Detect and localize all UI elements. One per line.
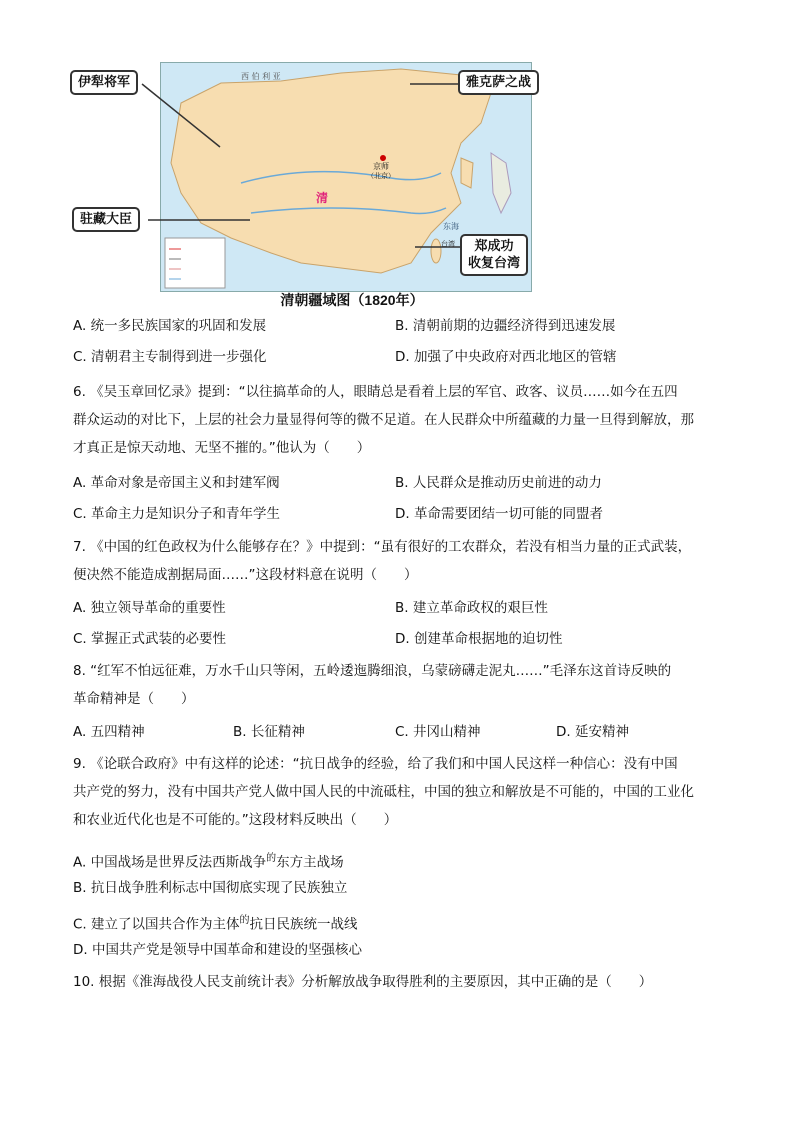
callout-zheng-line2: 收复台湾 <box>468 256 521 271</box>
q9-option-b: B. 抗日战争胜利标志中国彻底实现了民族独立 <box>73 880 348 896</box>
q7-line2: 便决然不能造成割据局面……”这段材料意在说明（ ） <box>73 567 418 583</box>
q7-line1: 7. 《中国的红色政权为什么能够存在？》中提到：“虽有很好的工农群众，若没有相当力量的正式武装， <box>73 539 692 555</box>
q9-option-d: D. 中国共产党是领导中国革命和建设的坚强核心 <box>73 942 362 958</box>
callout-yakesa-battle: 雅克萨之战 <box>458 70 539 95</box>
q7-option-b: B. 建立革命政权的艰巨性 <box>395 600 548 616</box>
q6-option-d: D. 革命需要团结一切可能的同盟者 <box>395 506 603 522</box>
map-label-capital-sub: （北京） <box>367 172 395 180</box>
map-label-sea: 东海 <box>443 222 459 231</box>
q9-option-c-post: 抗日民族统一战线 <box>249 916 358 933</box>
q8-option-b: B. 长征精神 <box>233 724 305 740</box>
callout-zheng-chenggong <box>460 234 528 276</box>
q9-option-a-de: 的 <box>266 853 277 864</box>
map-label-qing: 清 <box>316 191 329 205</box>
q7-option-a: A. 独立领导革命的重要性 <box>73 600 226 616</box>
q9-option-a-post: 东方主战场 <box>276 854 344 871</box>
q6-line3: 才真正是惊天动地、无坚不摧的。”他认为（ ） <box>73 440 371 456</box>
q8-line2: 革命精神是（ ） <box>73 691 195 707</box>
q7-option-d: D. 创建革命根据地的迫切性 <box>395 631 563 647</box>
q7-stem <box>73 533 723 589</box>
callout-zheng-line1: 郑成功 <box>474 239 514 254</box>
q9-line1: 9. 《论联合政府》中有这样的论述：“抗日战争的经验，给了我们和中国人民这样一种信心：没有中国 <box>73 756 678 772</box>
q8-option-c: C. 井冈山精神 <box>395 724 481 740</box>
q6-option-a: A. 革命对象是帝国主义和封建军阀 <box>73 475 280 491</box>
q6-option-c: C. 革命主力是知识分子和青年学生 <box>73 506 281 522</box>
q9-line3: 和农业近代化也是不可能的。”这段材料反映出（ ） <box>73 812 398 828</box>
q9-line2: 共产党的努力，没有中国共产党人做中国人民的中流砥柱，中国的独立和解放是不可能的，中国的工业化 <box>73 784 694 800</box>
q9-option-c <box>73 911 358 935</box>
q5-option-c: C. 清朝君主专制得到进一步强化 <box>73 349 267 365</box>
q6-stem <box>73 378 723 462</box>
map-label-capital: 京师 <box>373 162 389 171</box>
q6-option-b: B. 人民群众是推动历史前进的动力 <box>395 475 602 491</box>
q8-option-a: A. 五四精神 <box>73 724 145 740</box>
q10-stem <box>73 968 723 996</box>
q7-option-c: C. 掌握正式武装的必要性 <box>73 631 227 647</box>
q5-option-b: B. 清朝前期的边疆经济得到迅速发展 <box>395 318 616 334</box>
q8-line1: 8. “红军不怕远征难，万水千山只等闲，五岭逶迤腾细浪，乌蒙磅礴走泥丸……”毛泽东这首诗反映的 <box>73 663 672 679</box>
q5-option-d: D. 加强了中央政府对西北地区的管辖 <box>395 349 617 365</box>
map-caption: 清朝疆域图（1820年） <box>280 292 424 308</box>
q10-line1: 10. 根据《淮海战役人民支前统计表》分析解放战争取得胜利的主要原因，其中正确的是（ ） <box>73 974 653 990</box>
q8-stem <box>73 657 723 713</box>
q9-option-a <box>73 849 344 873</box>
q6-line2: 群众运动的对比下，上层的社会力量显得何等的微不足道。在人民群众中所蕴藏的力量一旦得到解放，那 <box>73 412 694 428</box>
callout-yili-general: 伊犁将军 <box>70 70 138 95</box>
q8-option-d: D. 延安精神 <box>556 724 629 740</box>
q6-line1: 6. 《吴玉章回忆录》提到：“以往搞革命的人，眼睛总是看着上层的军官、政客、议员……如今在五四 <box>73 384 678 400</box>
q5-option-a: A. 统一多民族国家的巩固和发展 <box>73 318 267 334</box>
qing-territory-map-figure <box>70 62 570 312</box>
q9-option-c-pre: C. 建立了以国共合作为主体 <box>73 916 240 933</box>
q9-stem <box>73 750 723 834</box>
map-label-taiwan: 台湾 <box>441 240 455 248</box>
callout-tibet-amban: 驻藏大臣 <box>72 207 140 232</box>
q9-option-c-de: 的 <box>239 915 250 926</box>
q9-option-a-pre: A. 中国战场是世界反法西斯战争 <box>73 854 267 871</box>
map-label-siberia: 西 伯 利 亚 <box>241 72 281 81</box>
